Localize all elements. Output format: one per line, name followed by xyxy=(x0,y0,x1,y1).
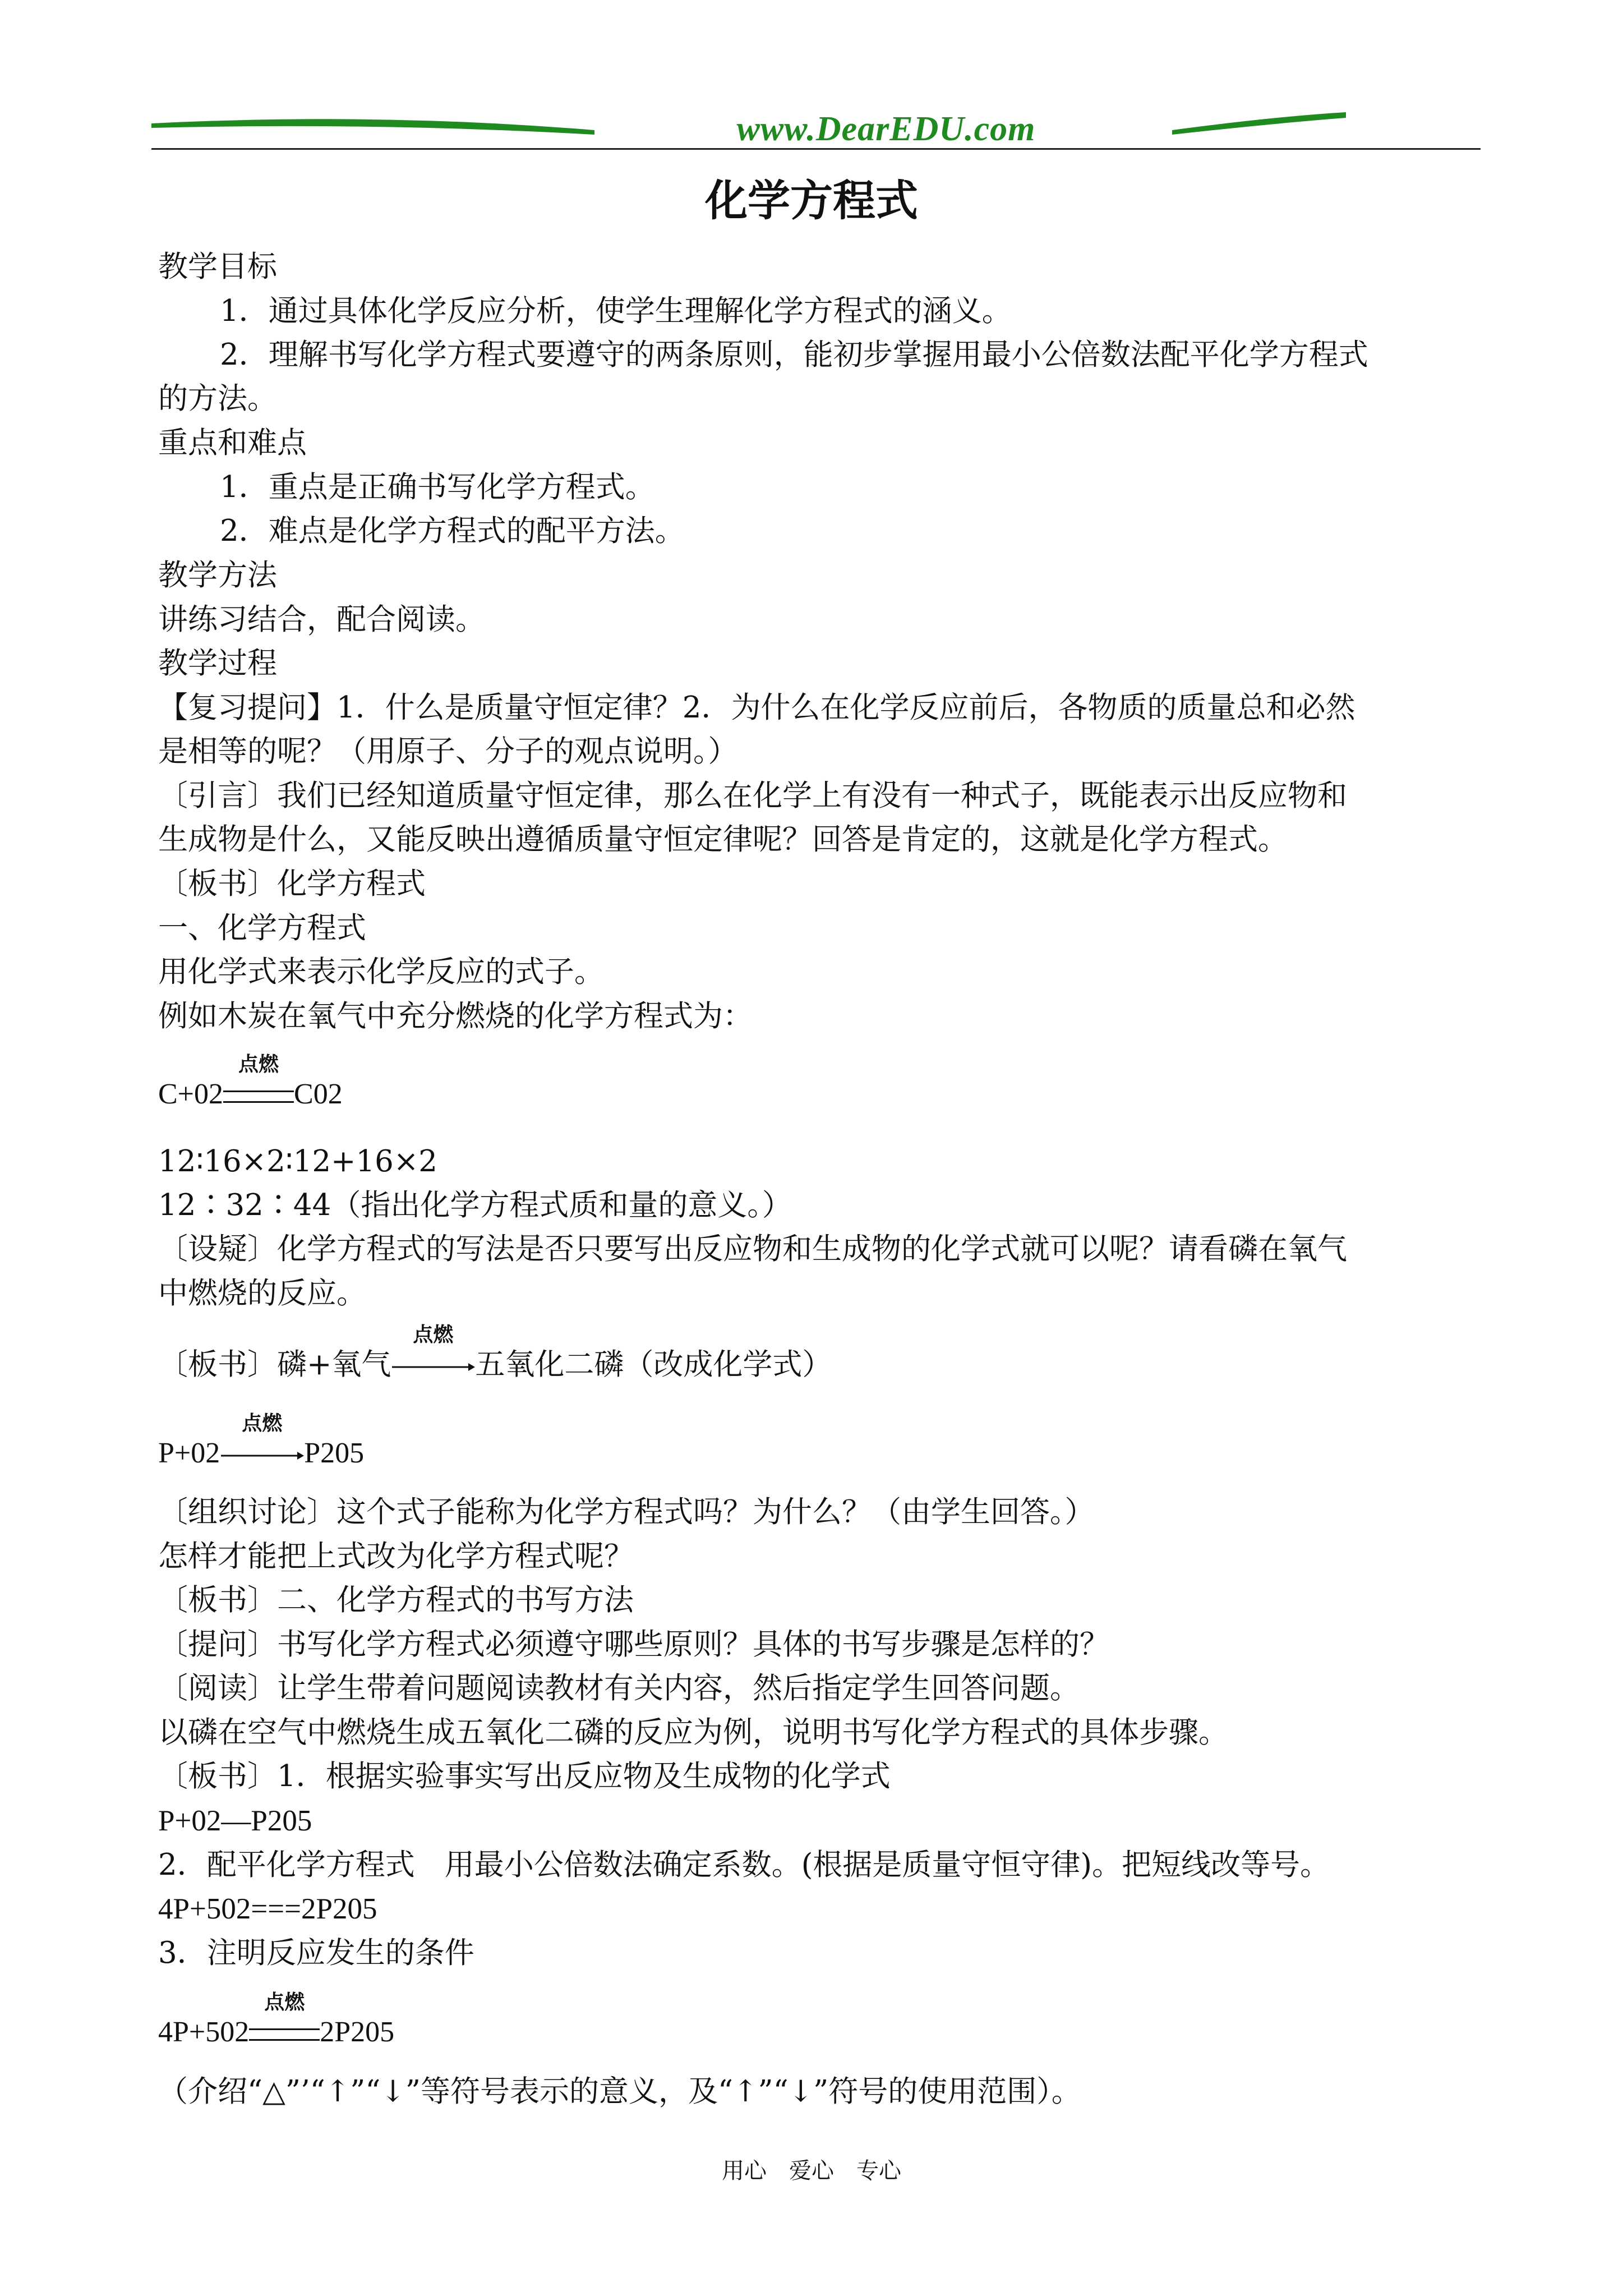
text-line: 1．重点是正确书写化学方程式。 xyxy=(220,470,655,504)
condition-label: 点燃 xyxy=(242,1412,283,1435)
text-line: 2．配平化学方程式 用最小公倍数法确定系数。(根据是质量守恒守律)。把短线改等号。 xyxy=(158,1848,1330,1882)
condition-arrow xyxy=(220,1412,304,1472)
equation-right: 五氧化二磷（改成化学式） xyxy=(475,1347,832,1382)
equation-right: 2P205 xyxy=(320,2016,395,2048)
text-line: 〔设疑〕化学方程式的写法是否只要写出反应物和生成物的化学式就可以呢？请看磷在氧气 xyxy=(158,1232,1347,1266)
condition-double-line xyxy=(249,1991,320,2051)
text-line: 〔板书〕二、化学方程式的书写方法 xyxy=(158,1583,634,1617)
equals-double-line xyxy=(223,1091,294,1103)
text-line: 〔板书〕化学方程式 xyxy=(158,867,426,901)
site-logo-text: www.DearEDU.com xyxy=(736,110,1036,148)
text-line: 〔板书〕1．根据实验事实写出反应物及生成物的化学式 xyxy=(158,1759,891,1793)
equation-left: P+02 xyxy=(158,1437,220,1469)
condition-double-line xyxy=(223,1053,294,1113)
header-banner xyxy=(151,107,1346,151)
section-heading: 教学过程 xyxy=(158,646,277,680)
equation-phosphorus-unbalanced xyxy=(158,1412,365,1472)
equation-right: C02 xyxy=(294,1078,343,1110)
equation-word-phosphorus xyxy=(158,1323,832,1383)
arrow-right-icon xyxy=(220,1450,304,1461)
equation-balanced: 4P+502===2P205 xyxy=(158,1893,377,1925)
text-line: 1．通过具体化学反应分析，使学生理解化学方程式的涵义。 xyxy=(220,294,1012,328)
text-line: 〔组织讨论〕这个式子能称为化学方程式吗？为什么？（由学生回答。） xyxy=(158,1495,1095,1529)
page-title: 化学方程式 xyxy=(705,176,918,226)
equation-right: P205 xyxy=(304,1437,365,1469)
section-heading: 教学方法 xyxy=(158,558,277,592)
text-line: 以磷在空气中燃烧生成五氧化二磷的反应为例，说明书写化学方程式的具体步骤。 xyxy=(158,1715,1228,1750)
text-line: 中燃烧的反应。 xyxy=(158,1276,366,1310)
header-rule xyxy=(151,148,1481,150)
condition-label: 点燃 xyxy=(238,1053,279,1076)
section-heading: 教学目标 xyxy=(158,250,277,284)
text-line: 的方法。 xyxy=(158,381,277,416)
text-line: 讲练习结合，配合阅读。 xyxy=(158,602,485,637)
text-line: 3．注明反应发生的条件 xyxy=(158,1936,474,1970)
text-line: 生成物是什么，又能反映出遵循质量守恒定律呢？回答是肯定的，这就是化学方程式。 xyxy=(158,822,1288,857)
equals-double-line xyxy=(249,2028,320,2041)
text-line: 2．难点是化学方程式的配平方法。 xyxy=(220,514,685,548)
text-line: 〔提问〕书写化学方程式必须遵守哪些原则？具体的书写步骤是怎样的？ xyxy=(158,1627,1109,1662)
condition-label: 点燃 xyxy=(264,1991,305,2014)
condition-arrow xyxy=(391,1323,475,1383)
equation-left: 4P+502 xyxy=(158,2016,250,2048)
equation-left: 〔板书〕磷+氧气 xyxy=(158,1347,391,1382)
text-line: （介绍“△”’“↑”“↓”等符号表示的意义，及“↑”“↓”符号的使用范围）。 xyxy=(158,2074,1081,2109)
text-line: 〔引言〕我们已经知道质量守恒定律，那么在化学上有没有一种式子，既能表示出反应物和 xyxy=(158,779,1347,813)
text-line: 【复习提问】1．什么是质量守恒定律？2．为什么在化学反应前后，各物质的质量总和必然 xyxy=(158,691,1355,725)
equation-phosphorus-final xyxy=(158,1991,395,2051)
equation-left: C+02 xyxy=(158,1078,224,1110)
condition-label: 点燃 xyxy=(413,1323,454,1346)
text-line: 一、化学方程式 xyxy=(158,911,366,945)
page-footer: 用心 爱心 专心 xyxy=(722,2158,901,2184)
equation-carbon xyxy=(158,1053,343,1113)
text-line: 2．理解书写化学方程式要遵守的两条原则，能初步掌握用最小公倍数法配平化学方程式 xyxy=(220,338,1368,372)
text-line: 〔阅读〕让学生带着问题阅读教材有关内容，然后指定学生回答问题。 xyxy=(158,1671,1080,1705)
text-line: 用化学式来表示化学反应的式子。 xyxy=(158,955,604,989)
arrow-right-icon xyxy=(391,1361,475,1373)
text-line: 例如木炭在氧气中充分燃烧的化学方程式为： xyxy=(158,999,753,1033)
section-heading: 重点和难点 xyxy=(158,426,307,460)
text-line: 12∶32∶44（指出化学方程式质和量的意义。） xyxy=(158,1188,792,1222)
text-line: 是相等的呢？（用原子、分子的观点说明。） xyxy=(158,734,738,769)
equation-skeleton: P+02—P205 xyxy=(158,1805,312,1837)
text-line: 怎样才能把上式改为化学方程式呢？ xyxy=(158,1539,634,1573)
text-line: 12∶16×2∶12+16×2 xyxy=(158,1144,438,1179)
